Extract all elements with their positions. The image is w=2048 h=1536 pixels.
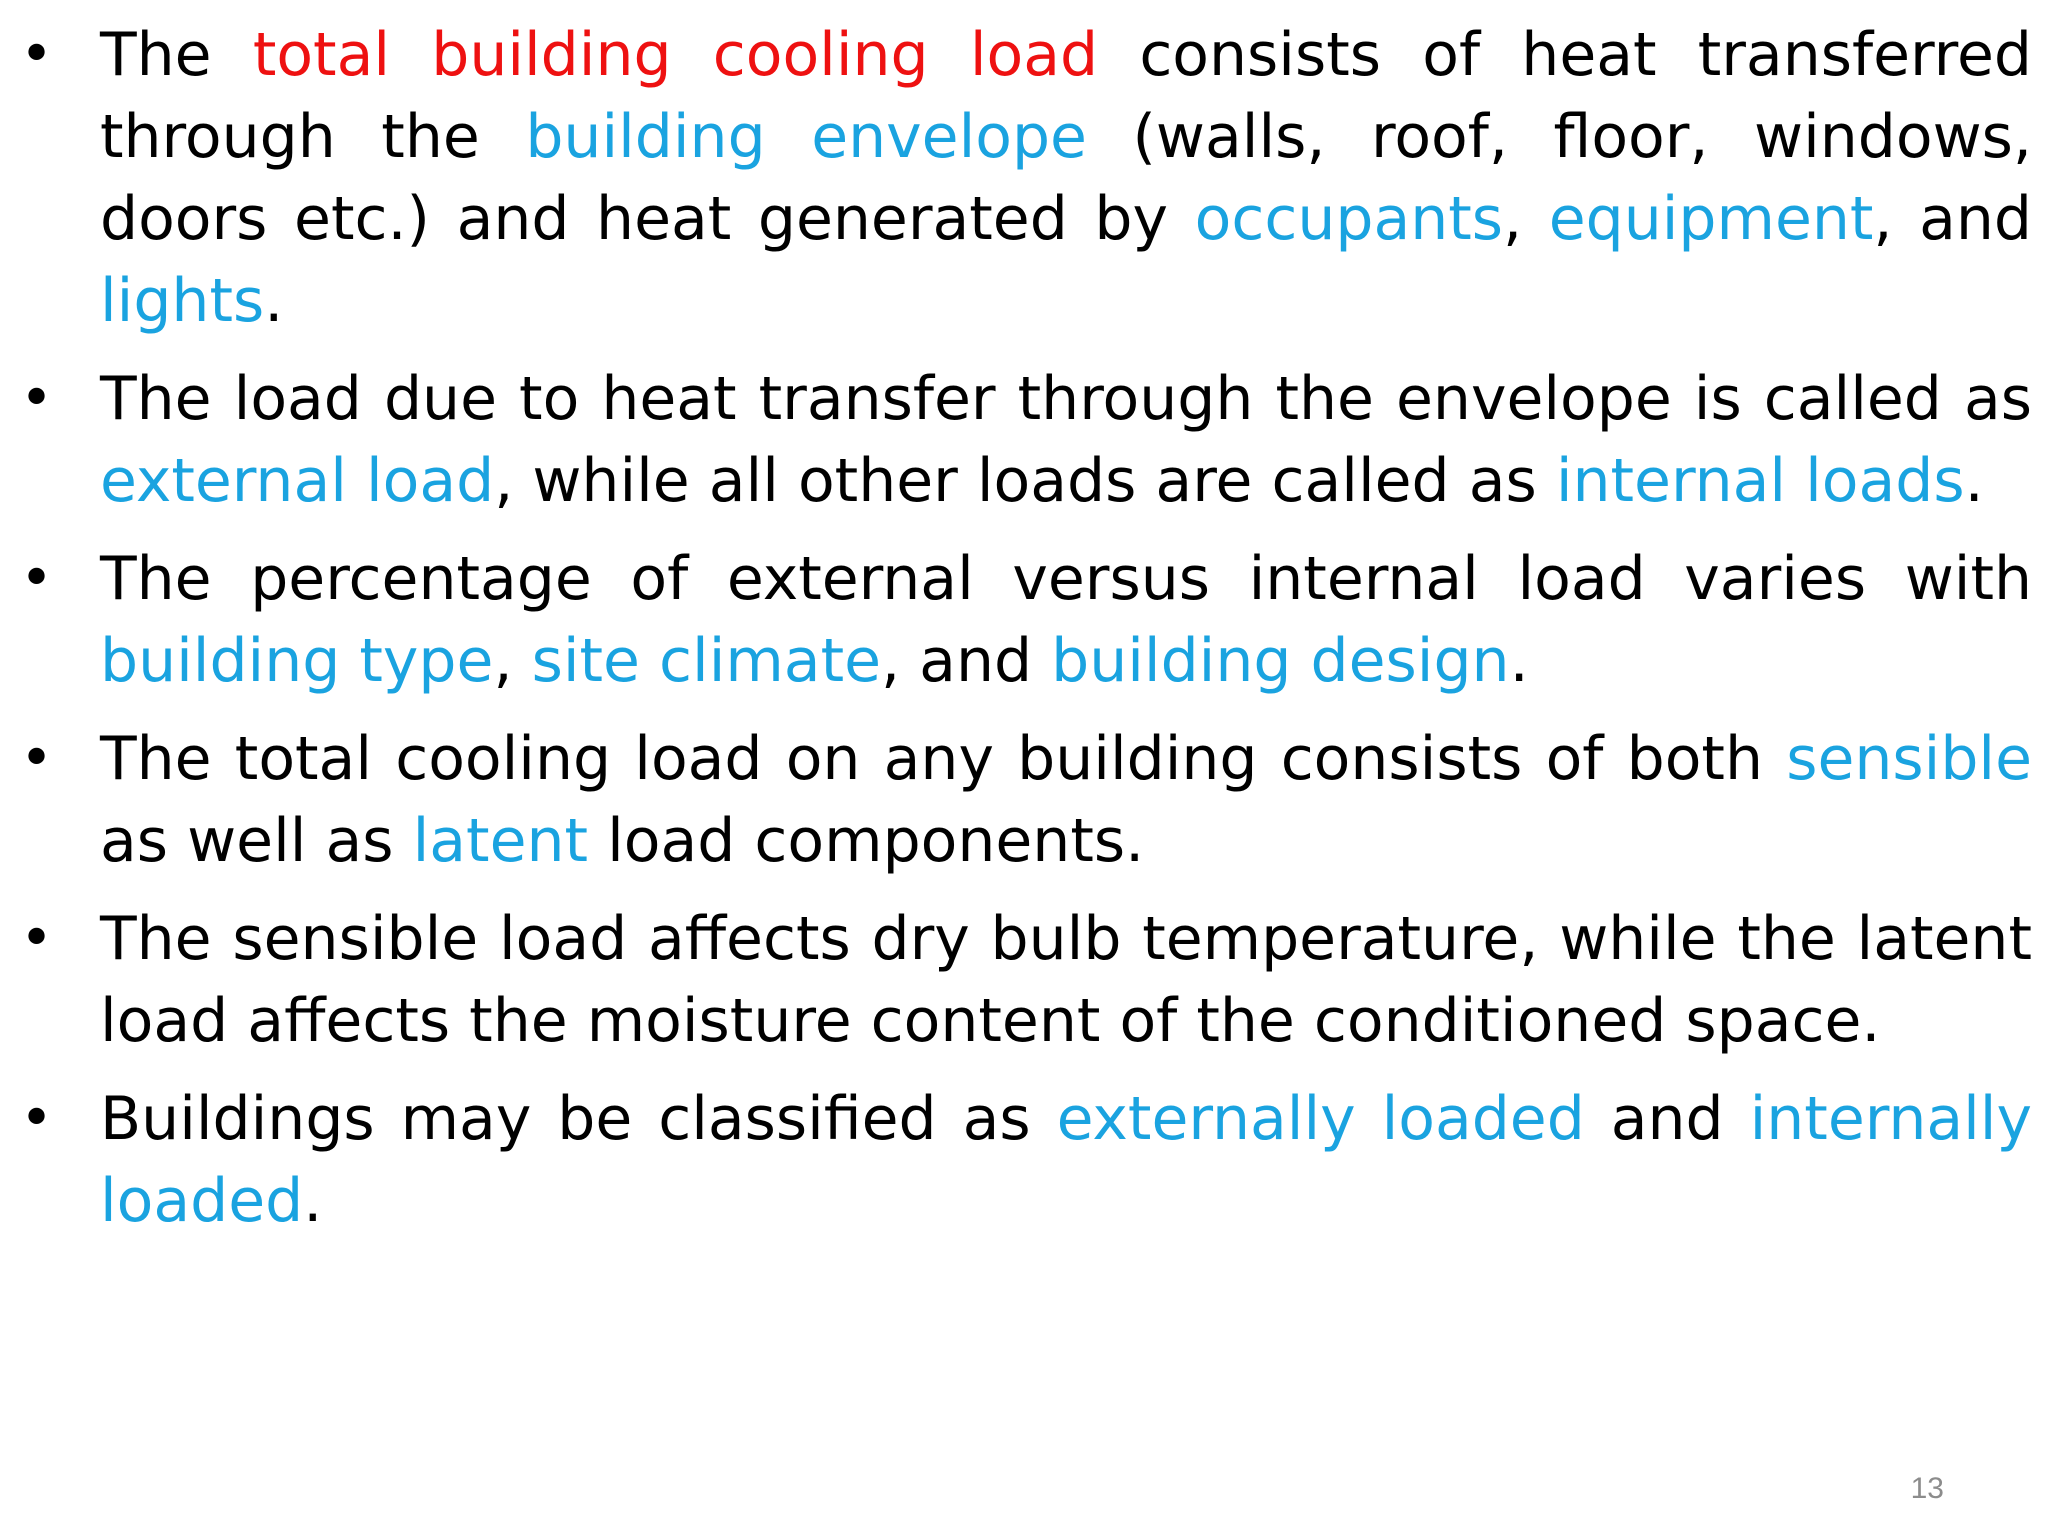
bullet-text [100, 898, 2032, 1062]
bullet-text [100, 358, 2032, 522]
bullet-item [20, 1078, 2032, 1242]
text-segment: , [1503, 184, 1549, 254]
bullet-text [100, 14, 2032, 342]
text-segment: , and [881, 626, 1052, 696]
text-segment: . [1509, 626, 1529, 696]
text-segment: , while all other loads are called as [494, 446, 1556, 516]
text-segment: consists of heat transferred through the [100, 20, 2032, 172]
bullet-text [100, 538, 2032, 702]
highlighted-term: externally loaded [1056, 1084, 1585, 1154]
bullet-item [20, 358, 2032, 522]
text-segment: The percentage of external versus internal load varies with [100, 544, 2032, 614]
highlighted-term: total building cooling load [252, 20, 1099, 90]
bullet-dot: • [20, 726, 54, 791]
highlighted-term: occupants [1194, 184, 1504, 254]
bullet-item [20, 538, 2032, 702]
highlighted-term: sensible [1786, 724, 2032, 794]
bullet-item [20, 718, 2032, 882]
bullet-dot: • [20, 906, 54, 971]
text-segment: as well as [100, 806, 413, 876]
text-segment: . [264, 266, 284, 336]
text-segment: Buildings may be classified as [100, 1084, 1057, 1154]
bullet-item [20, 14, 2032, 342]
highlighted-term: building type [100, 626, 494, 696]
bullet-text [100, 718, 2032, 882]
highlighted-term: lights [100, 266, 265, 336]
text-segment: The load due to heat transfer through the envelope is called as [100, 364, 2032, 434]
bullet-dot: • [20, 1086, 54, 1151]
bullet-dot: • [20, 366, 54, 431]
highlighted-term: internal loads [1555, 446, 1965, 516]
page-number: 13 [1910, 1472, 1944, 1505]
highlighted-term: internally loaded [100, 1084, 2032, 1236]
text-segment: The sensible load affects dry bulb temperature, while the latent load affects the moisture content of the conditioned space. [100, 904, 2032, 1056]
highlighted-term: site climate [531, 626, 882, 696]
text-segment: The total cooling load on any building consists of both [100, 724, 1787, 794]
highlighted-term: equipment [1548, 184, 1874, 254]
text-segment: load components. [588, 806, 1145, 876]
text-segment: , and [1873, 184, 2032, 254]
bullet-dot: • [20, 546, 54, 611]
highlighted-term: latent [412, 806, 589, 876]
text-segment: and [1584, 1084, 1750, 1154]
text-segment: . [1964, 446, 1984, 516]
text-segment: (walls, roof, floor, windows, doors etc.) and heat generated by [100, 102, 2032, 254]
bullet-dot: • [20, 22, 54, 87]
text-segment: The [100, 20, 253, 90]
bullet-item [20, 898, 2032, 1062]
bullet-text [100, 1078, 2032, 1242]
highlighted-term: building envelope [525, 102, 1087, 172]
highlighted-term: building design [1051, 626, 1510, 696]
text-segment: , [493, 626, 532, 696]
bullet-list [20, 14, 2032, 1246]
text-segment: . [303, 1166, 323, 1236]
highlighted-term: external load [100, 446, 495, 516]
